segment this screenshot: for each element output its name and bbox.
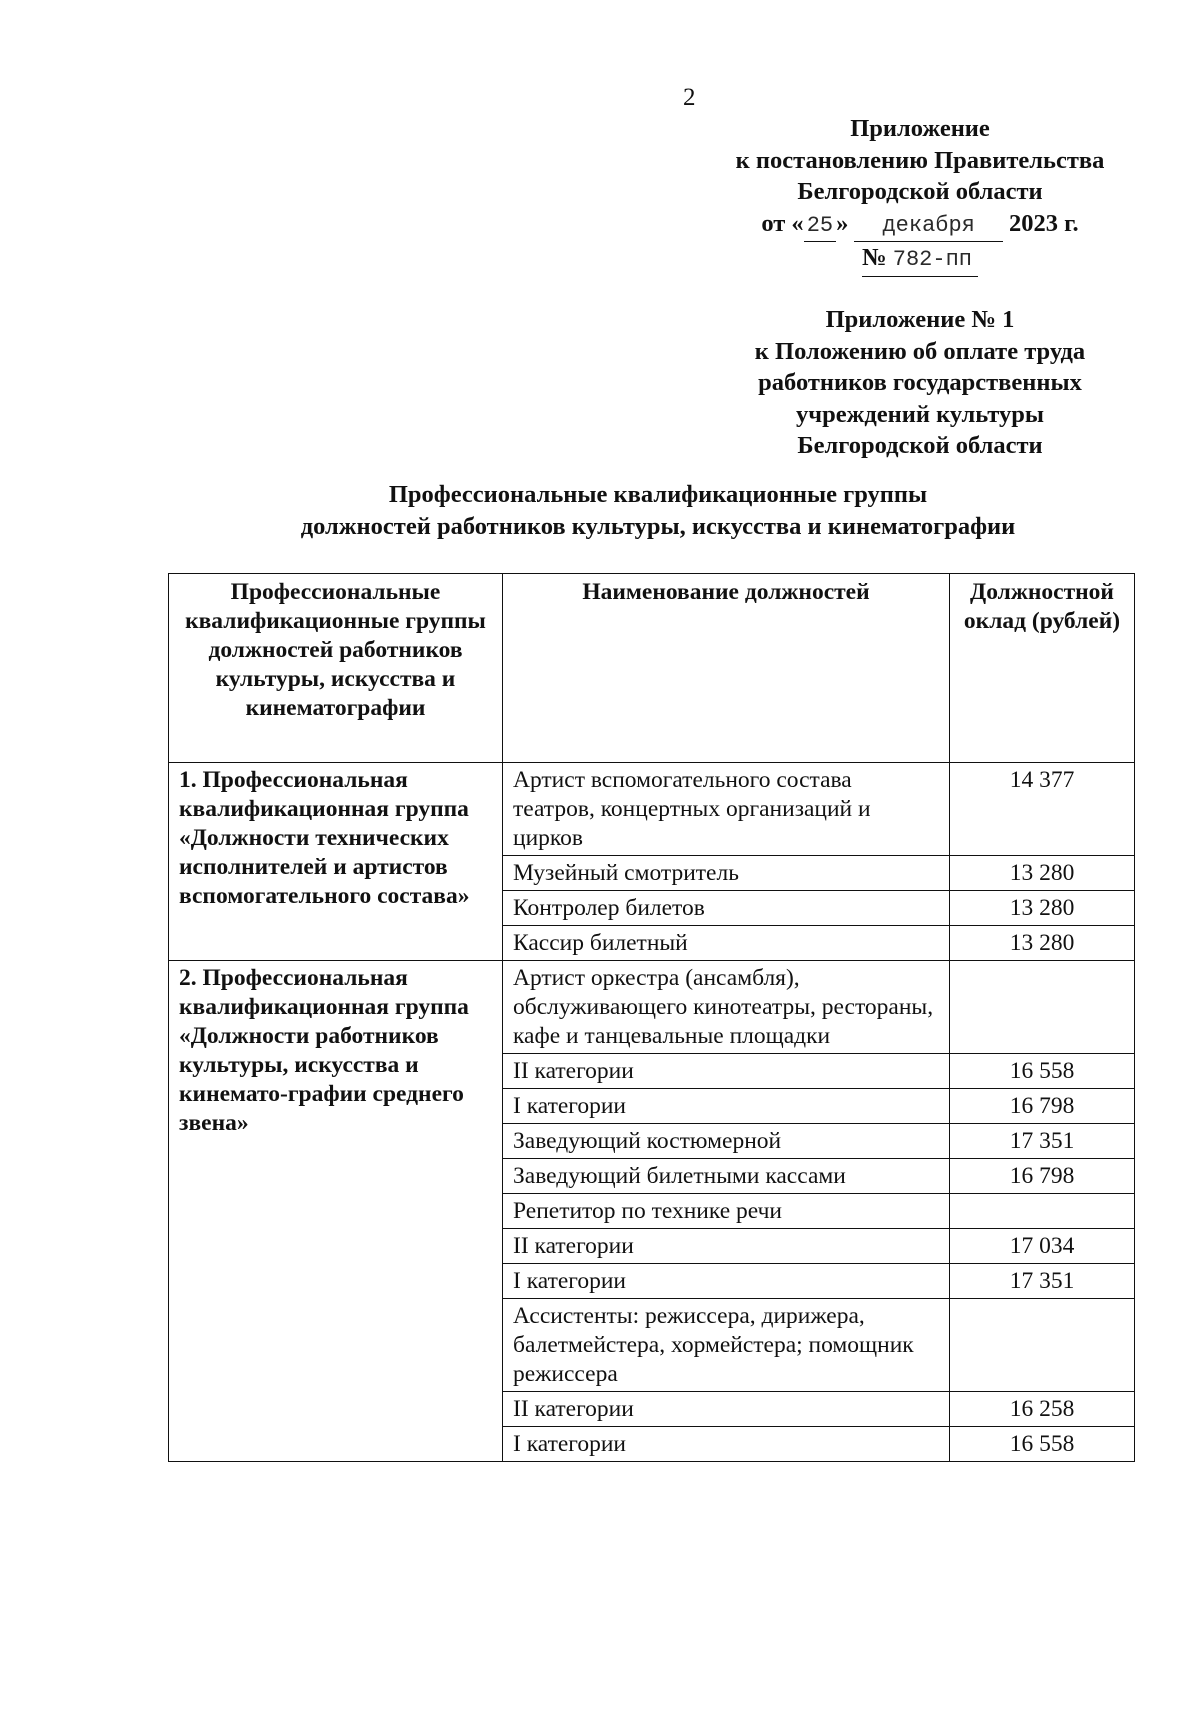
appendix-line: Белгородской области: [797, 432, 1043, 459]
header-salary: Должностной оклад (рублей): [950, 574, 1135, 763]
date-mid: »: [836, 209, 849, 237]
appendix-line: учреждений культуры: [796, 400, 1044, 428]
position-cell: Кассир билетный: [503, 926, 950, 961]
header-position: Наименование должностей: [503, 574, 950, 763]
table-row: [169, 763, 1135, 856]
title-line-1: Профессиональные квалификационные группы: [388, 481, 928, 508]
salary-cell: 16 258: [950, 1392, 1135, 1427]
position-cell: II категории: [503, 1054, 950, 1089]
title-line-2: должностей работников культуры, искусства и кинематографии: [300, 512, 1016, 540]
table-header-row: [169, 574, 1135, 763]
date-month: декабря: [854, 210, 1002, 243]
position-cell: Заведующий костюмерной: [503, 1124, 950, 1159]
approval-block: [690, 113, 1150, 277]
position-cell: I категории: [503, 1089, 950, 1124]
approval-date: [690, 208, 1150, 243]
date-day: 25: [804, 210, 836, 243]
salary-cell: 17 034: [950, 1229, 1135, 1264]
position-cell: I категории: [503, 1264, 950, 1299]
salary-cell: 16 798: [950, 1089, 1135, 1124]
approval-line-3: Белгородской области: [797, 178, 1043, 205]
position-cell: Ассистенты: режиссера, дирижера, балетмейстера, хормейстера; помощник режиссера: [503, 1299, 950, 1392]
position-cell: II категории: [503, 1229, 950, 1264]
position-cell: II категории: [503, 1392, 950, 1427]
salary-cell: [950, 1299, 1135, 1392]
salary-cell: 14 377: [950, 763, 1135, 856]
salary-cell: [950, 961, 1135, 1054]
appendix-line: Приложение № 1: [825, 306, 1015, 333]
salary-cell: 17 351: [950, 1264, 1135, 1299]
position-cell: Репетитор по технике речи: [503, 1194, 950, 1229]
position-cell: I категории: [503, 1427, 950, 1462]
group-name: 2. Профессиональная квалификационная группа «Должности работников культуры, искусства и кинемато-графии среднего звена»: [169, 961, 503, 1462]
page-number: 2: [683, 84, 696, 111]
date-prefix: от «: [761, 209, 804, 237]
appendix-line: работников государственных: [758, 369, 1082, 396]
document-title: [168, 479, 1148, 542]
salary-cell: 17 351: [950, 1124, 1135, 1159]
salary-cell: 13 280: [950, 856, 1135, 891]
position-cell: Контролер билетов: [503, 891, 950, 926]
salary-cell: 16 558: [950, 1427, 1135, 1462]
appendix-line: к Положению об оплате труда: [754, 337, 1086, 365]
approval-line-1: Приложение: [850, 115, 990, 142]
salary-cell: 16 558: [950, 1054, 1135, 1089]
approval-line-2: к постановлению Правительства: [735, 146, 1105, 174]
salary-cell: 13 280: [950, 926, 1135, 961]
position-cell: Заведующий билетными кассами: [503, 1159, 950, 1194]
header-group: Профессиональные квалификационные группы должностей работников культуры, искусства и кинематографии: [169, 574, 503, 763]
number-prefix: №: [862, 244, 887, 271]
salary-table: [168, 573, 1135, 1462]
position-cell: Музейный смотритель: [503, 856, 950, 891]
salary-cell: [950, 1194, 1135, 1229]
position-cell: Артист вспомогательного состава театров, концертных организаций и цирков: [503, 763, 950, 856]
approval-number: [690, 242, 1150, 277]
appendix-block: [690, 304, 1150, 462]
table-row: [169, 961, 1135, 1054]
salary-cell: 16 798: [950, 1159, 1135, 1194]
position-cell: Артист оркестра (ансамбля), обслуживающего кинотеатры, рестораны, кафе и танцевальные площадки: [503, 961, 950, 1054]
date-year: 2023 г.: [1009, 209, 1079, 237]
number-value: 782-пп: [892, 247, 972, 272]
group-name: 1. Профессиональная квалификационная группа «Должности технических исполнителей и артистов вспомогательного состава»: [169, 763, 503, 961]
salary-cell: 13 280: [950, 891, 1135, 926]
